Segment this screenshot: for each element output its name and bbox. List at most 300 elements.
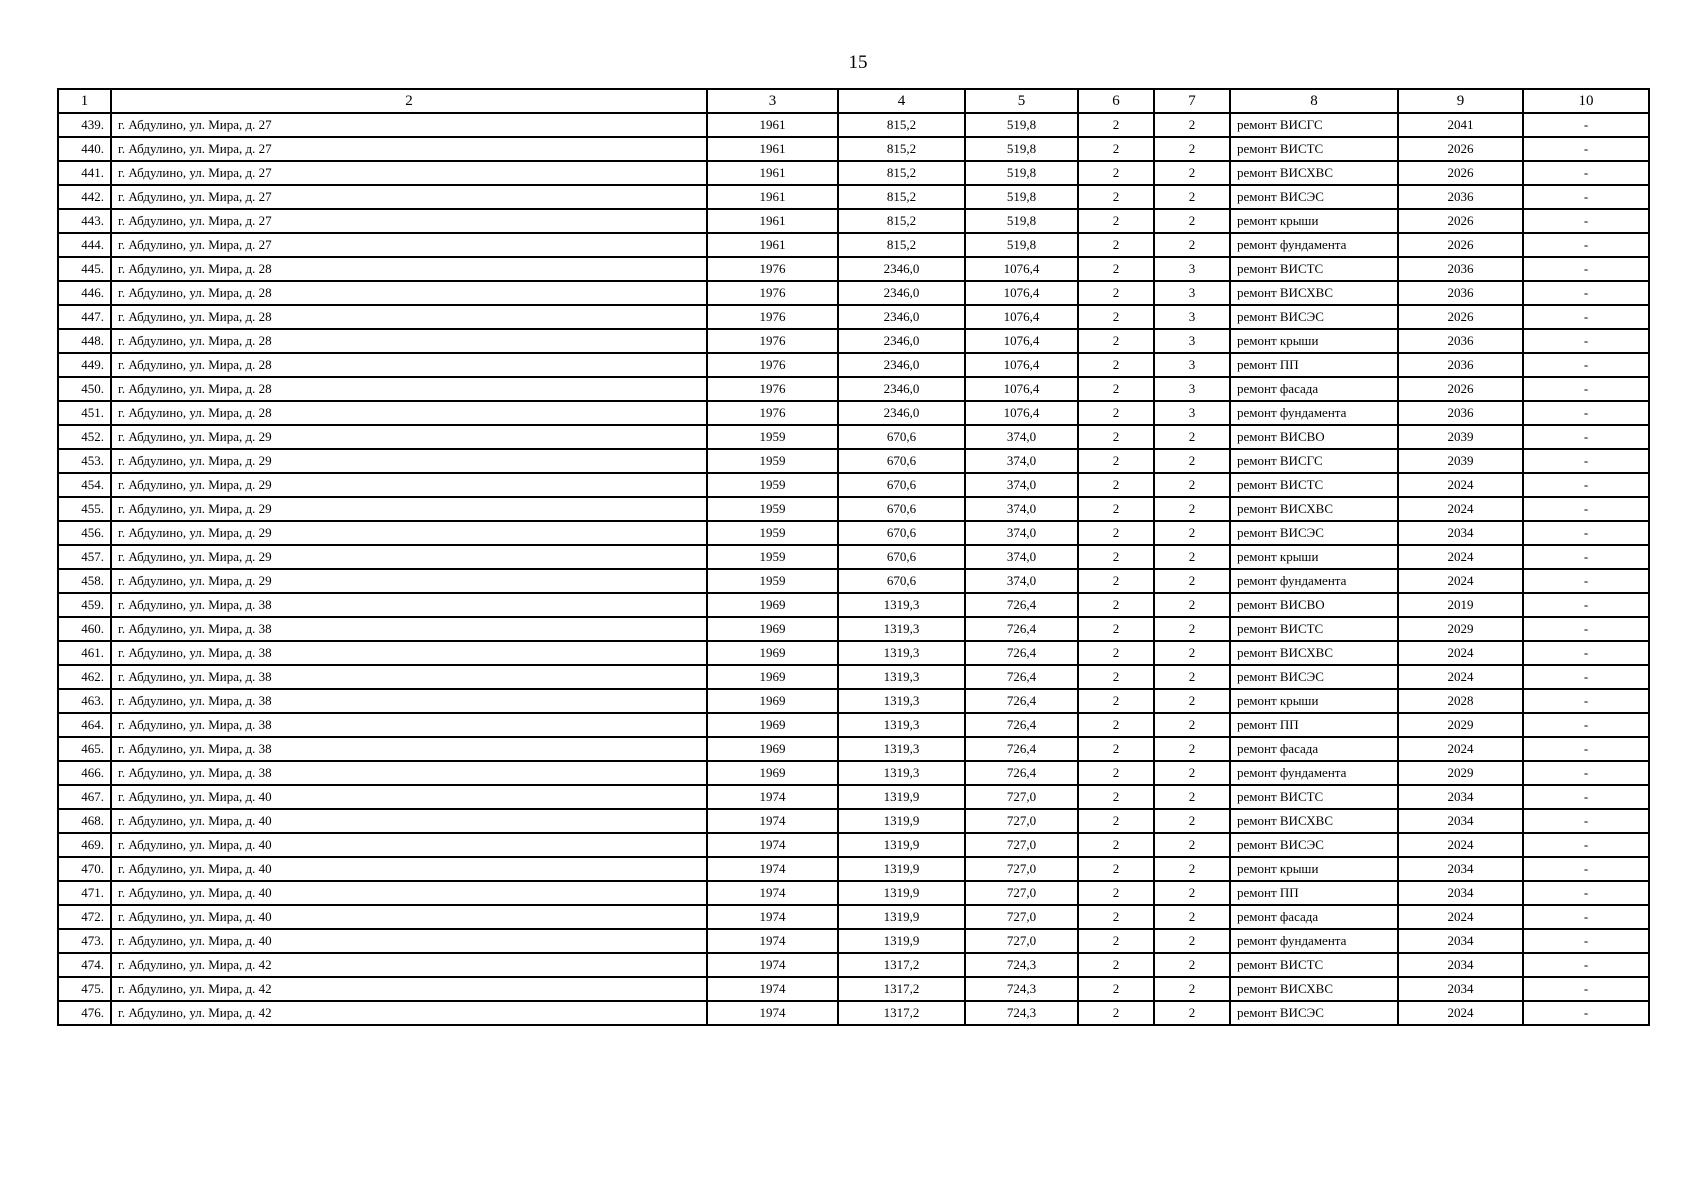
work-type-cell: ремонт фасада — [1230, 905, 1398, 929]
year-cell: 1961 — [707, 113, 838, 137]
table-row — [58, 737, 1649, 761]
area-living-cell: 726,4 — [965, 713, 1078, 737]
address-cell: г. Абдулино, ул. Мира, д. 29 — [111, 425, 707, 449]
work-type-cell: ремонт ВИСХВС — [1230, 641, 1398, 665]
plan-year-cell: 2029 — [1398, 713, 1523, 737]
table-row — [58, 833, 1649, 857]
work-type-cell: ремонт ВИСГС — [1230, 113, 1398, 137]
col6-cell: 2 — [1078, 881, 1154, 905]
area-living-cell: 726,4 — [965, 737, 1078, 761]
area-living-cell: 519,8 — [965, 185, 1078, 209]
area-living-cell: 724,3 — [965, 977, 1078, 1001]
column-header-8: 8 — [1230, 89, 1398, 113]
area-total-cell: 815,2 — [838, 209, 965, 233]
plan-year-cell: 2024 — [1398, 665, 1523, 689]
row-number-cell: 476. — [58, 1001, 111, 1025]
work-type-cell: ремонт ВИСТС — [1230, 257, 1398, 281]
col7-cell: 3 — [1154, 353, 1230, 377]
row-number-cell: 471. — [58, 881, 111, 905]
plan-year-cell: 2029 — [1398, 761, 1523, 785]
plan-year-cell: 2036 — [1398, 353, 1523, 377]
area-living-cell: 519,8 — [965, 233, 1078, 257]
area-living-cell: 374,0 — [965, 473, 1078, 497]
col6-cell: 2 — [1078, 473, 1154, 497]
plan-year-cell: 2036 — [1398, 329, 1523, 353]
work-type-cell: ремонт крыши — [1230, 545, 1398, 569]
address-cell: г. Абдулино, ул. Мира, д. 38 — [111, 617, 707, 641]
work-type-cell: ремонт крыши — [1230, 857, 1398, 881]
row-number-cell: 444. — [58, 233, 111, 257]
col6-cell: 2 — [1078, 857, 1154, 881]
row-number-cell: 441. — [58, 161, 111, 185]
year-cell: 1959 — [707, 569, 838, 593]
col10-cell: - — [1523, 473, 1649, 497]
row-number-cell: 448. — [58, 329, 111, 353]
area-living-cell: 374,0 — [965, 449, 1078, 473]
year-cell: 1969 — [707, 617, 838, 641]
work-type-cell: ремонт ВИСТС — [1230, 953, 1398, 977]
work-type-cell: ремонт ВИСЭС — [1230, 1001, 1398, 1025]
col6-cell: 2 — [1078, 329, 1154, 353]
address-cell: г. Абдулино, ул. Мира, д. 40 — [111, 833, 707, 857]
area-total-cell: 670,6 — [838, 497, 965, 521]
work-type-cell: ремонт ВИСХВС — [1230, 809, 1398, 833]
table-row — [58, 977, 1649, 1001]
column-header-4: 4 — [838, 89, 965, 113]
col10-cell: - — [1523, 761, 1649, 785]
year-cell: 1969 — [707, 713, 838, 737]
plan-year-cell: 2036 — [1398, 257, 1523, 281]
row-number-cell: 468. — [58, 809, 111, 833]
address-cell: г. Абдулино, ул. Мира, д. 38 — [111, 761, 707, 785]
area-total-cell: 1319,3 — [838, 737, 965, 761]
row-number-cell: 456. — [58, 521, 111, 545]
area-living-cell: 519,8 — [965, 161, 1078, 185]
table-row — [58, 113, 1649, 137]
work-type-cell: ремонт ВИСЭС — [1230, 185, 1398, 209]
col7-cell: 2 — [1154, 857, 1230, 881]
area-total-cell: 2346,0 — [838, 305, 965, 329]
area-total-cell: 1319,3 — [838, 641, 965, 665]
plan-year-cell: 2024 — [1398, 473, 1523, 497]
col7-cell: 2 — [1154, 569, 1230, 593]
plan-year-cell: 2024 — [1398, 497, 1523, 521]
plan-year-cell: 2026 — [1398, 209, 1523, 233]
work-type-cell: ремонт ПП — [1230, 353, 1398, 377]
col6-cell: 2 — [1078, 185, 1154, 209]
address-cell: г. Абдулино, ул. Мира, д. 42 — [111, 977, 707, 1001]
year-cell: 1974 — [707, 977, 838, 1001]
area-total-cell: 815,2 — [838, 137, 965, 161]
col10-cell: - — [1523, 425, 1649, 449]
area-total-cell: 1319,9 — [838, 857, 965, 881]
area-living-cell: 726,4 — [965, 689, 1078, 713]
table-row — [58, 929, 1649, 953]
table-row — [58, 305, 1649, 329]
col6-cell: 2 — [1078, 569, 1154, 593]
area-living-cell: 726,4 — [965, 641, 1078, 665]
row-number-cell: 454. — [58, 473, 111, 497]
col10-cell: - — [1523, 161, 1649, 185]
work-type-cell: ремонт ВИСЭС — [1230, 833, 1398, 857]
col6-cell: 2 — [1078, 353, 1154, 377]
year-cell: 1961 — [707, 137, 838, 161]
col7-cell: 2 — [1154, 521, 1230, 545]
col6-cell: 2 — [1078, 689, 1154, 713]
table-row — [58, 209, 1649, 233]
table-row — [58, 449, 1649, 473]
plan-year-cell: 2041 — [1398, 113, 1523, 137]
year-cell: 1974 — [707, 809, 838, 833]
col7-cell: 3 — [1154, 257, 1230, 281]
col7-cell: 2 — [1154, 593, 1230, 617]
work-type-cell: ремонт крыши — [1230, 329, 1398, 353]
address-cell: г. Абдулино, ул. Мира, д. 29 — [111, 473, 707, 497]
year-cell: 1959 — [707, 473, 838, 497]
area-living-cell: 374,0 — [965, 569, 1078, 593]
row-number-cell: 453. — [58, 449, 111, 473]
table-row — [58, 137, 1649, 161]
work-type-cell: ремонт ВИСЭС — [1230, 665, 1398, 689]
col7-cell: 2 — [1154, 473, 1230, 497]
work-type-cell: ремонт ВИСВО — [1230, 425, 1398, 449]
plan-year-cell: 2024 — [1398, 737, 1523, 761]
area-total-cell: 1319,9 — [838, 905, 965, 929]
plan-year-cell: 2019 — [1398, 593, 1523, 617]
row-number-cell: 464. — [58, 713, 111, 737]
col7-cell: 2 — [1154, 1001, 1230, 1025]
col6-cell: 2 — [1078, 497, 1154, 521]
plan-year-cell: 2034 — [1398, 857, 1523, 881]
area-total-cell: 1319,3 — [838, 617, 965, 641]
area-total-cell: 1317,2 — [838, 1001, 965, 1025]
address-cell: г. Абдулино, ул. Мира, д. 38 — [111, 737, 707, 761]
area-total-cell: 815,2 — [838, 185, 965, 209]
col7-cell: 2 — [1154, 113, 1230, 137]
table-row — [58, 185, 1649, 209]
col6-cell: 2 — [1078, 161, 1154, 185]
work-type-cell: ремонт крыши — [1230, 689, 1398, 713]
col10-cell: - — [1523, 353, 1649, 377]
table-header — [58, 89, 1649, 113]
row-number-cell: 443. — [58, 209, 111, 233]
work-type-cell: ремонт ВИСГС — [1230, 449, 1398, 473]
col6-cell: 2 — [1078, 665, 1154, 689]
col7-cell: 2 — [1154, 689, 1230, 713]
col7-cell: 2 — [1154, 233, 1230, 257]
col6-cell: 2 — [1078, 521, 1154, 545]
area-total-cell: 670,6 — [838, 569, 965, 593]
plan-year-cell: 2034 — [1398, 785, 1523, 809]
col10-cell: - — [1523, 209, 1649, 233]
area-living-cell: 374,0 — [965, 425, 1078, 449]
area-living-cell: 1076,4 — [965, 305, 1078, 329]
col7-cell: 2 — [1154, 881, 1230, 905]
address-cell: г. Абдулино, ул. Мира, д. 29 — [111, 449, 707, 473]
area-total-cell: 1319,9 — [838, 929, 965, 953]
col10-cell: - — [1523, 953, 1649, 977]
col7-cell: 2 — [1154, 137, 1230, 161]
address-cell: г. Абдулино, ул. Мира, д. 27 — [111, 113, 707, 137]
work-type-cell: ремонт крыши — [1230, 209, 1398, 233]
table-row — [58, 545, 1649, 569]
col6-cell: 2 — [1078, 953, 1154, 977]
work-type-cell: ремонт ВИСХВС — [1230, 161, 1398, 185]
col6-cell: 2 — [1078, 617, 1154, 641]
work-type-cell: ремонт фасада — [1230, 377, 1398, 401]
plan-year-cell: 2026 — [1398, 377, 1523, 401]
col7-cell: 3 — [1154, 377, 1230, 401]
work-type-cell: ремонт ВИСЭС — [1230, 305, 1398, 329]
area-living-cell: 727,0 — [965, 929, 1078, 953]
col10-cell: - — [1523, 281, 1649, 305]
row-number-cell: 450. — [58, 377, 111, 401]
col6-cell: 2 — [1078, 977, 1154, 1001]
col10-cell: - — [1523, 905, 1649, 929]
address-cell: г. Абдулино, ул. Мира, д. 28 — [111, 377, 707, 401]
work-type-cell: ремонт ВИСХВС — [1230, 281, 1398, 305]
area-living-cell: 724,3 — [965, 1001, 1078, 1025]
work-type-cell: ремонт фасада — [1230, 737, 1398, 761]
table-row — [58, 329, 1649, 353]
col6-cell: 2 — [1078, 137, 1154, 161]
work-type-cell: ремонт ВИСТС — [1230, 137, 1398, 161]
area-total-cell: 2346,0 — [838, 401, 965, 425]
column-header-1: 1 — [58, 89, 111, 113]
plan-year-cell: 2034 — [1398, 521, 1523, 545]
table-row — [58, 617, 1649, 641]
area-living-cell: 726,4 — [965, 617, 1078, 641]
area-total-cell: 1319,9 — [838, 881, 965, 905]
work-type-cell: ремонт ВИСТС — [1230, 617, 1398, 641]
col7-cell: 2 — [1154, 617, 1230, 641]
year-cell: 1974 — [707, 1001, 838, 1025]
col7-cell: 2 — [1154, 665, 1230, 689]
row-number-cell: 455. — [58, 497, 111, 521]
column-header-6: 6 — [1078, 89, 1154, 113]
col10-cell: - — [1523, 977, 1649, 1001]
col6-cell: 2 — [1078, 761, 1154, 785]
col10-cell: - — [1523, 713, 1649, 737]
col10-cell: - — [1523, 641, 1649, 665]
plan-year-cell: 2024 — [1398, 545, 1523, 569]
area-living-cell: 727,0 — [965, 857, 1078, 881]
col10-cell: - — [1523, 497, 1649, 521]
column-header-2: 2 — [111, 89, 707, 113]
col10-cell: - — [1523, 809, 1649, 833]
col10-cell: - — [1523, 401, 1649, 425]
area-living-cell: 726,4 — [965, 665, 1078, 689]
area-living-cell: 374,0 — [965, 545, 1078, 569]
work-type-cell: ремонт ВИСТС — [1230, 473, 1398, 497]
col7-cell: 3 — [1154, 281, 1230, 305]
year-cell: 1974 — [707, 785, 838, 809]
col6-cell: 2 — [1078, 905, 1154, 929]
plan-year-cell: 2036 — [1398, 401, 1523, 425]
col7-cell: 2 — [1154, 929, 1230, 953]
year-cell: 1969 — [707, 737, 838, 761]
table-row — [58, 953, 1649, 977]
col6-cell: 2 — [1078, 401, 1154, 425]
table-row — [58, 1001, 1649, 1025]
work-type-cell: ремонт ПП — [1230, 713, 1398, 737]
plan-year-cell: 2024 — [1398, 641, 1523, 665]
address-cell: г. Абдулино, ул. Мира, д. 28 — [111, 329, 707, 353]
col10-cell: - — [1523, 857, 1649, 881]
plan-year-cell: 2034 — [1398, 929, 1523, 953]
address-cell: г. Абдулино, ул. Мира, д. 40 — [111, 785, 707, 809]
work-type-cell: ремонт ВИСХВС — [1230, 497, 1398, 521]
plan-year-cell: 2024 — [1398, 1001, 1523, 1025]
address-cell: г. Абдулино, ул. Мира, д. 42 — [111, 1001, 707, 1025]
table-row — [58, 257, 1649, 281]
col7-cell: 2 — [1154, 185, 1230, 209]
work-type-cell: ремонт фундамента — [1230, 761, 1398, 785]
col6-cell: 2 — [1078, 641, 1154, 665]
area-living-cell: 724,3 — [965, 953, 1078, 977]
table-row — [58, 809, 1649, 833]
year-cell: 1974 — [707, 881, 838, 905]
row-number-cell: 461. — [58, 641, 111, 665]
row-number-cell: 458. — [58, 569, 111, 593]
year-cell: 1959 — [707, 545, 838, 569]
col7-cell: 3 — [1154, 329, 1230, 353]
work-type-cell: ремонт ПП — [1230, 881, 1398, 905]
col7-cell: 2 — [1154, 545, 1230, 569]
col6-cell: 2 — [1078, 281, 1154, 305]
year-cell: 1976 — [707, 377, 838, 401]
col10-cell: - — [1523, 833, 1649, 857]
address-cell: г. Абдулино, ул. Мира, д. 40 — [111, 881, 707, 905]
year-cell: 1974 — [707, 929, 838, 953]
year-cell: 1976 — [707, 329, 838, 353]
table-row — [58, 761, 1649, 785]
col10-cell: - — [1523, 665, 1649, 689]
col10-cell: - — [1523, 305, 1649, 329]
area-living-cell: 726,4 — [965, 593, 1078, 617]
page-number: 15 — [848, 52, 868, 73]
col10-cell: - — [1523, 785, 1649, 809]
area-living-cell: 1076,4 — [965, 257, 1078, 281]
col7-cell: 2 — [1154, 497, 1230, 521]
area-total-cell: 2346,0 — [838, 329, 965, 353]
column-header-3: 3 — [707, 89, 838, 113]
area-living-cell: 374,0 — [965, 521, 1078, 545]
col6-cell: 2 — [1078, 233, 1154, 257]
work-type-cell: ремонт фундамента — [1230, 929, 1398, 953]
address-cell: г. Абдулино, ул. Мира, д. 29 — [111, 545, 707, 569]
area-total-cell: 2346,0 — [838, 281, 965, 305]
table-row — [58, 425, 1649, 449]
col7-cell: 2 — [1154, 833, 1230, 857]
row-number-cell: 452. — [58, 425, 111, 449]
col10-cell: - — [1523, 929, 1649, 953]
area-total-cell: 670,6 — [838, 521, 965, 545]
row-number-cell: 451. — [58, 401, 111, 425]
area-total-cell: 1319,9 — [838, 833, 965, 857]
year-cell: 1974 — [707, 857, 838, 881]
col10-cell: - — [1523, 137, 1649, 161]
address-cell: г. Абдулино, ул. Мира, д. 29 — [111, 569, 707, 593]
year-cell: 1976 — [707, 353, 838, 377]
col7-cell: 2 — [1154, 737, 1230, 761]
table-row — [58, 521, 1649, 545]
year-cell: 1961 — [707, 233, 838, 257]
col7-cell: 2 — [1154, 785, 1230, 809]
col10-cell: - — [1523, 1001, 1649, 1025]
plan-year-cell: 2029 — [1398, 617, 1523, 641]
area-living-cell: 1076,4 — [965, 377, 1078, 401]
year-cell: 1969 — [707, 761, 838, 785]
year-cell: 1961 — [707, 209, 838, 233]
col6-cell: 2 — [1078, 929, 1154, 953]
year-cell: 1969 — [707, 689, 838, 713]
header-row — [58, 89, 1649, 113]
col6-cell: 2 — [1078, 545, 1154, 569]
area-total-cell: 1319,3 — [838, 713, 965, 737]
area-living-cell: 727,0 — [965, 785, 1078, 809]
address-cell: г. Абдулино, ул. Мира, д. 29 — [111, 521, 707, 545]
area-living-cell: 727,0 — [965, 833, 1078, 857]
plan-year-cell: 2024 — [1398, 569, 1523, 593]
area-total-cell: 1319,3 — [838, 761, 965, 785]
year-cell: 1974 — [707, 905, 838, 929]
address-cell: г. Абдулино, ул. Мира, д. 38 — [111, 641, 707, 665]
plan-year-cell: 2024 — [1398, 905, 1523, 929]
plan-year-cell: 2036 — [1398, 185, 1523, 209]
address-cell: г. Абдулино, ул. Мира, д. 27 — [111, 137, 707, 161]
col10-cell: - — [1523, 521, 1649, 545]
table-row — [58, 497, 1649, 521]
column-header-5: 5 — [965, 89, 1078, 113]
col7-cell: 2 — [1154, 905, 1230, 929]
row-number-cell: 459. — [58, 593, 111, 617]
row-number-cell: 440. — [58, 137, 111, 161]
col7-cell: 2 — [1154, 977, 1230, 1001]
row-number-cell: 474. — [58, 953, 111, 977]
area-living-cell: 727,0 — [965, 881, 1078, 905]
column-header-9: 9 — [1398, 89, 1523, 113]
plan-year-cell: 2034 — [1398, 953, 1523, 977]
row-number-cell: 446. — [58, 281, 111, 305]
col6-cell: 2 — [1078, 305, 1154, 329]
col6-cell: 2 — [1078, 425, 1154, 449]
row-number-cell: 463. — [58, 689, 111, 713]
table-row — [58, 641, 1649, 665]
col10-cell: - — [1523, 449, 1649, 473]
year-cell: 1959 — [707, 521, 838, 545]
address-cell: г. Абдулино, ул. Мира, д. 40 — [111, 809, 707, 833]
col7-cell: 2 — [1154, 809, 1230, 833]
table-row — [58, 233, 1649, 257]
area-total-cell: 2346,0 — [838, 353, 965, 377]
area-total-cell: 670,6 — [838, 449, 965, 473]
col7-cell: 2 — [1154, 449, 1230, 473]
row-number-cell: 472. — [58, 905, 111, 929]
col10-cell: - — [1523, 257, 1649, 281]
col10-cell: - — [1523, 593, 1649, 617]
col6-cell: 2 — [1078, 737, 1154, 761]
col6-cell: 2 — [1078, 209, 1154, 233]
column-header-10: 10 — [1523, 89, 1649, 113]
col6-cell: 2 — [1078, 449, 1154, 473]
year-cell: 1976 — [707, 281, 838, 305]
col10-cell: - — [1523, 881, 1649, 905]
row-number-cell: 447. — [58, 305, 111, 329]
col10-cell: - — [1523, 545, 1649, 569]
col10-cell: - — [1523, 185, 1649, 209]
address-cell: г. Абдулино, ул. Мира, д. 28 — [111, 257, 707, 281]
